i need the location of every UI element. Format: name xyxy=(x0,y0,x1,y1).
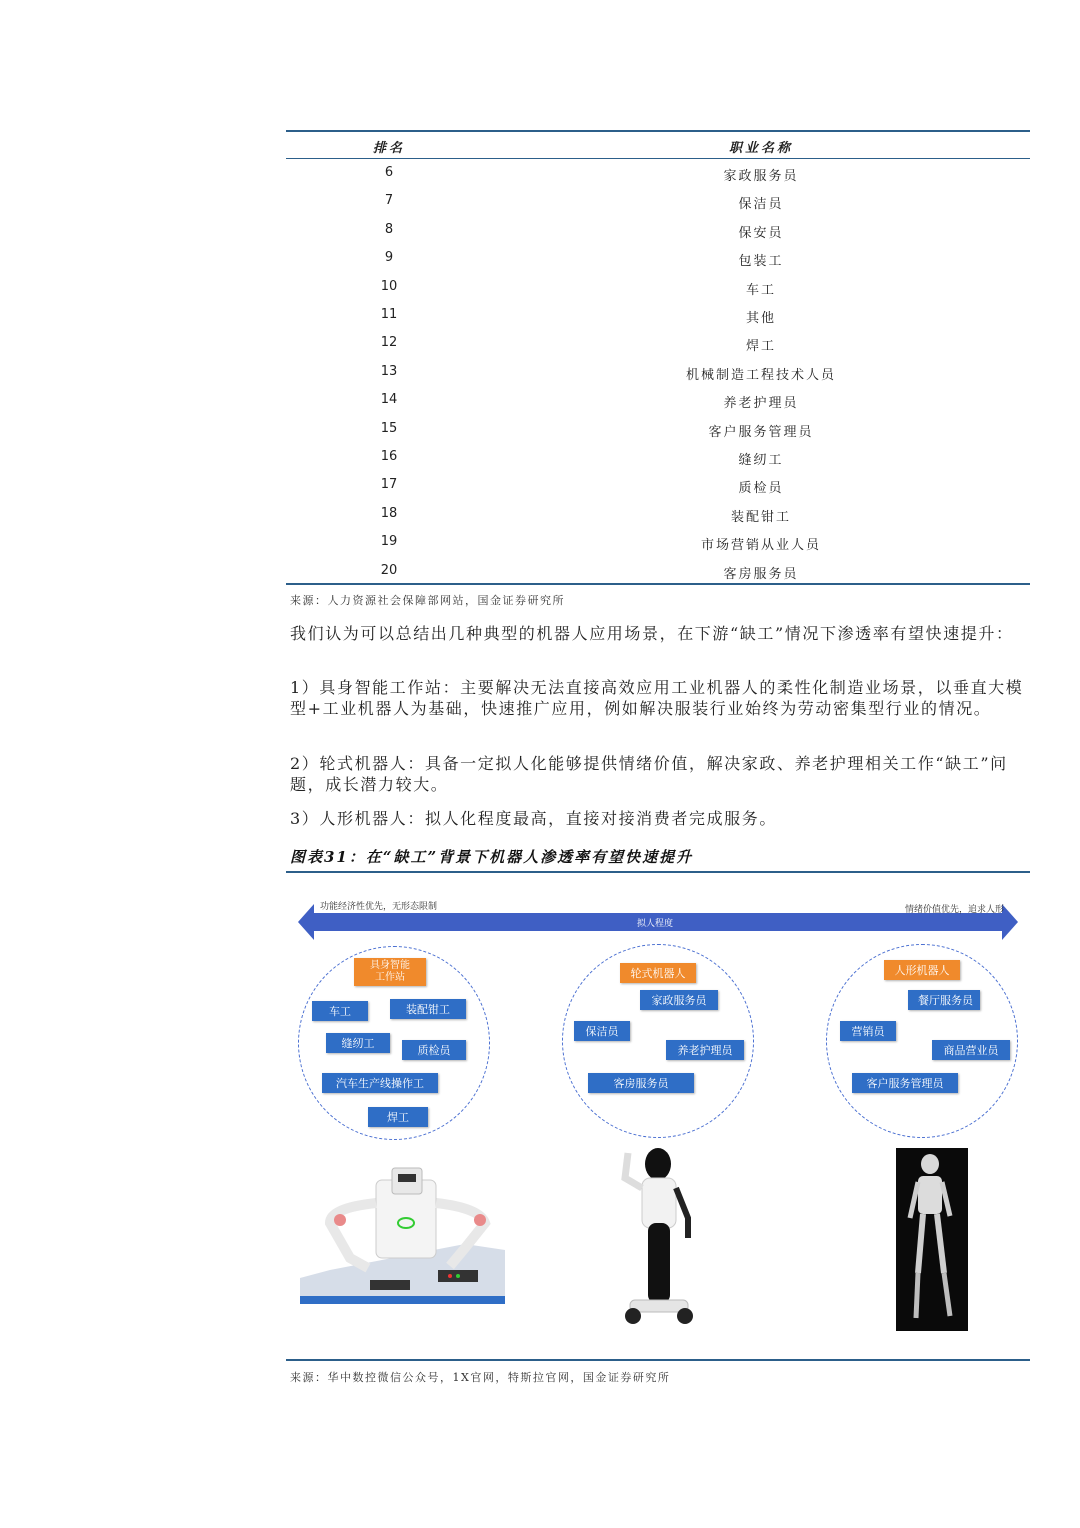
tag-cleaner: 保洁员 xyxy=(574,1021,630,1041)
occupation-cell: 家政服务员 xyxy=(723,169,799,184)
table-row xyxy=(286,500,1030,528)
tag-inspector: 质检员 xyxy=(402,1040,466,1060)
table-bottom-rule xyxy=(286,583,1030,585)
tag-room-attendant: 客房服务员 xyxy=(588,1073,694,1093)
table-row xyxy=(286,273,1030,301)
rank-cell: 10 xyxy=(380,278,398,294)
header-rank: 排名 xyxy=(372,141,405,156)
table-header-row xyxy=(286,131,1030,159)
table-row xyxy=(286,443,1030,471)
rank-cell: 20 xyxy=(380,562,398,578)
table-row xyxy=(286,244,1030,272)
tag-sewing-worker: 缝纫工 xyxy=(326,1033,390,1053)
group-workstation-title: 具身智能 工作站 xyxy=(354,958,426,986)
occupation-cell: 车工 xyxy=(745,282,776,298)
table-row xyxy=(286,471,1030,499)
workstation-robot-image xyxy=(300,1168,505,1304)
tag-lathe-worker: 车工 xyxy=(312,1001,368,1021)
item-3-paragraph: 3）人形机器人：拟人化程度最高，直接对接消费者完成服务。 xyxy=(290,809,777,828)
tag-assembly-fitter: 装配钳工 xyxy=(390,999,466,1019)
rank-cell: 17 xyxy=(380,477,398,493)
figure-top-rule xyxy=(286,871,1030,873)
arrow-middle-label: 拟人程度 xyxy=(636,919,673,929)
occupation-cell: 机械制造工程技术人员 xyxy=(685,367,836,383)
table-row xyxy=(286,159,1030,187)
occupation-cell: 养老护理员 xyxy=(723,396,799,412)
arrow-right-label: 情绪价值优先，追求人形 xyxy=(904,905,1004,915)
occupation-cell: 缝纫工 xyxy=(738,453,784,468)
rank-cell: 9 xyxy=(384,250,394,266)
figure-title: 图表31：在“缺工”背景下机器人渗透率有望快速提升 xyxy=(290,848,694,866)
tag-housekeeper: 家政服务员 xyxy=(640,990,718,1010)
table-row xyxy=(286,329,1030,357)
table-row xyxy=(286,386,1030,414)
rank-cell: 11 xyxy=(380,307,398,322)
header-name: 职业名称 xyxy=(728,141,793,156)
occupation-cell: 客户服务管理员 xyxy=(708,424,814,440)
occupation-cell: 焊工 xyxy=(745,339,776,355)
occupation-cell: 装配钳工 xyxy=(730,509,791,525)
rank-cell: 16 xyxy=(380,449,398,464)
tag-welder: 焊工 xyxy=(368,1107,428,1127)
figure-source: 来源：华中数控微信公众号，1X官网，特斯拉官网，国金证券研究所 xyxy=(290,1371,671,1384)
figure-bottom-rule xyxy=(286,1359,1030,1361)
wheeled-robot-image xyxy=(625,1148,693,1324)
rank-cell: 8 xyxy=(384,221,394,237)
table-row xyxy=(286,358,1030,386)
occupation-cell: 质检员 xyxy=(738,481,784,497)
rank-cell: 7 xyxy=(384,193,394,209)
table-row xyxy=(286,528,1030,556)
item-2-paragraph: 2）轮式机器人：具备一定拟人化能够提供情绪价值，解决家政、养老护理相关工作“缺工”问题，成长潜力较大。 xyxy=(290,754,1008,794)
rank-cell: 12 xyxy=(380,335,398,351)
rank-cell: 15 xyxy=(380,420,398,436)
occupation-cell: 市场营销从业人员 xyxy=(700,538,821,554)
tag-auto-line-operator: 汽车生产线操作工 xyxy=(322,1073,438,1093)
arrow-left-label: 功能经济性优先，无形态限制 xyxy=(320,902,438,912)
table-source: 来源：人力资源社会保障部网站，国金证券研究所 xyxy=(290,594,565,607)
table-row xyxy=(286,415,1030,443)
tag-shop-assistant: 商品营业员 xyxy=(932,1040,1010,1060)
occupation-cell: 其他 xyxy=(745,311,776,326)
table-row xyxy=(286,216,1030,244)
occupation-cell: 保安员 xyxy=(738,225,784,241)
tag-customer-service-manager: 客户服务管理员 xyxy=(852,1073,958,1093)
rank-cell: 14 xyxy=(380,392,398,408)
occupation-cell: 包装工 xyxy=(738,254,784,270)
rank-cell: 19 xyxy=(380,534,398,550)
group-wheeled-title: 轮式机器人 xyxy=(620,963,696,983)
item-1-paragraph: 1）具身智能工作站：主要解决无法直接高效应用工业机器人的柔性化制造业场景，以垂直大模型+工业机器人为基础，快速推广应用，例如解决服装行业始终为劳动密集型行业的情况。 xyxy=(290,678,1024,718)
occupation-cell: 保洁员 xyxy=(738,197,784,213)
rank-cell: 6 xyxy=(384,165,394,180)
figure-diagram xyxy=(290,878,1030,1348)
intro-paragraph: 我们认为可以总结出几种典型的机器人应用场景，在下游“缺工”情况下渗透率有望快速提升： xyxy=(290,624,1014,643)
humanoid-robot-image xyxy=(896,1148,968,1331)
tag-elderly-caregiver: 养老护理员 xyxy=(666,1040,744,1060)
occupation-cell: 客房服务员 xyxy=(723,566,799,582)
group-humanoid-title: 人形机器人 xyxy=(884,960,960,980)
table-row xyxy=(286,301,1030,329)
tag-restaurant-waiter: 餐厅服务员 xyxy=(908,990,980,1010)
rank-cell: 13 xyxy=(380,363,398,379)
tag-salesperson: 营销员 xyxy=(840,1021,896,1041)
rank-cell: 18 xyxy=(380,505,398,521)
table-row xyxy=(286,557,1030,585)
table-row xyxy=(286,187,1030,215)
